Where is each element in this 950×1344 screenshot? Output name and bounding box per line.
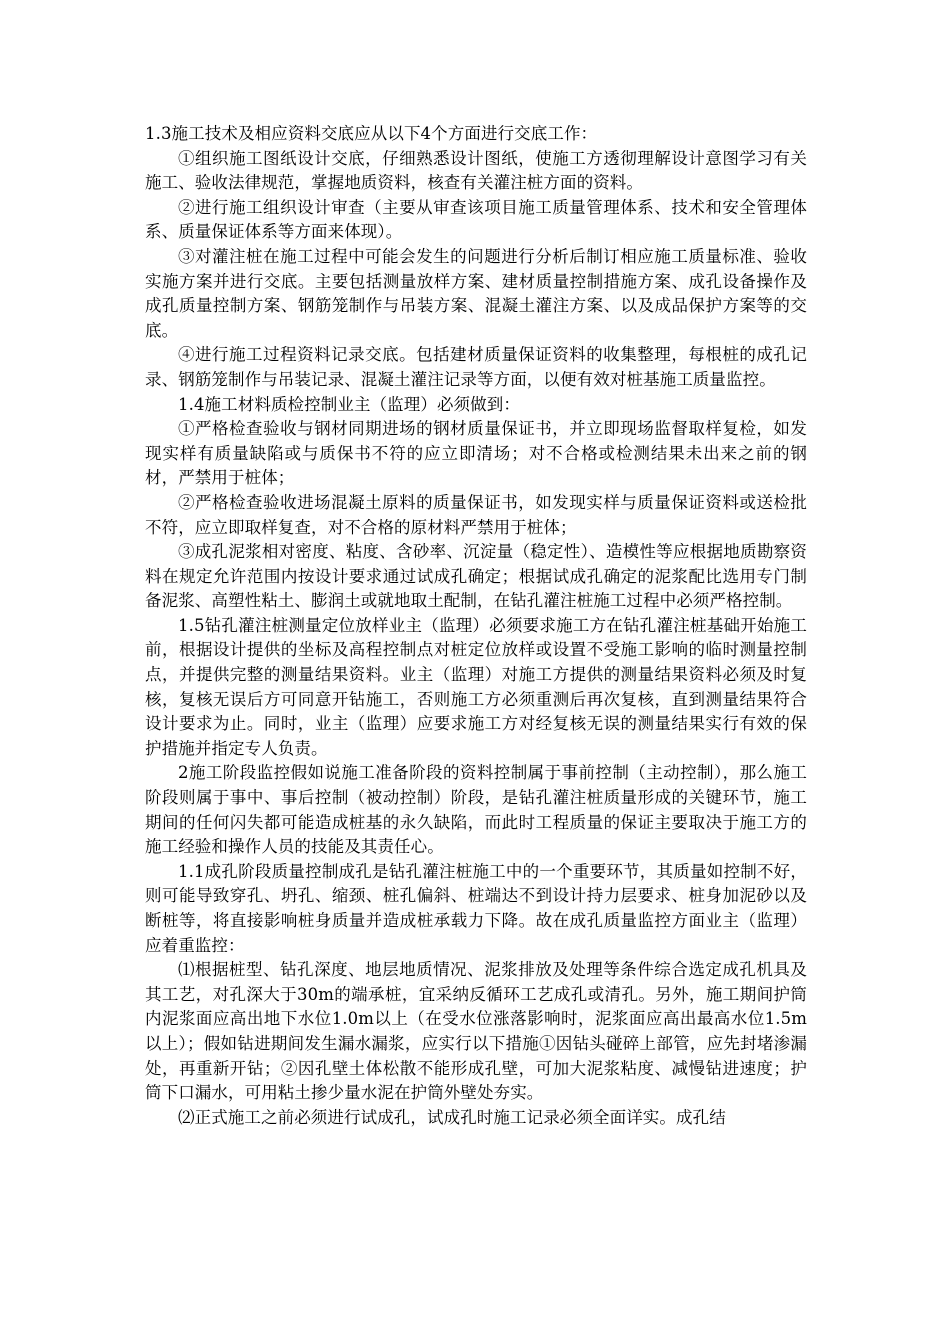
paragraph: ②进行施工组织设计审查（主要从审查该项目施工质量管理体系、技术和安全管理体系、质量保证体系等方面来体现）。 — [145, 197, 807, 242]
paragraph: ③对灌注桩在施工过程中可能会发生的问题进行分析后制订相应施工质量标准、验收实施方案并进行交底。主要包括测量放样方案、建材质量控制措施方案、成孔设备操作及成孔质量控制方案、钢筋笼制作与吊装方案、混凝土灌注方案、以及成品保护方案等的交底。 — [145, 246, 807, 340]
paragraph: ⑴根据桩型、钻孔深度、地层地质情况、泥浆排放及处理等条件综合选定成孔机具及其工艺，对孔深大于30m的端承桩，宜采纳反循环工艺成孔或清孔。另外，施工期间护筒内泥浆面应高出地下水位1.0m以上（在受水位涨落影响时，泥浆面应高出最高水位1.5m以上）；假如钻进期间发生漏水漏浆，应实行以下措施①因钻头碰碎上部管，应先封堵渗漏处，再重新开钻；②因孔壁土体松散不能形成孔壁，可加大泥浆粘度、减慢钻进速度；护筒下口漏水，可用粘土掺少量水泥在护筒外壁处夯实。 — [145, 960, 807, 1103]
section-paragraph-1-5: 1.5钻孔灌注桩测量定位放样业主（监理）必须要求施工方在钻孔灌注桩基础开始施工前，根据设计提供的坐标及高程控制点对桩定位放样或设置不受施工影响的临时测量控制点，并提供完整的测量结果资料。业主（监理）对施工方提供的测量结果资料必须及时复核，复核无误后方可同意开钻施工，否则施工方必须重测后再次复核，直到测量结果符合设计要求为止。同时，业主（监理）应要求施工方对经复核无误的测量结果实行有效的保护措施并指定专人负责。 — [145, 615, 807, 758]
section-paragraph-2: 2施工阶段监控假如说施工准备阶段的资料控制属于事前控制（主动控制），那么施工阶段则属于事中、事后控制（被动控制）阶段，是钻孔灌注桩质量形成的关键环节，施工期间的任何闪失都可能造成桩基的永久缺陷，而此时工程质量的保证主要取决于施工方的施工经验和操作人员的技能及其责任心。 — [145, 763, 807, 857]
document-body — [145, 122, 807, 1130]
paragraph: ③成孔泥浆相对密度、粘度、含砂率、沉淀量（稳定性）、造模性等应根据地质勘察资料在规定允许范围内按设计要求通过试成孔确定；根据试成孔确定的泥浆配比选用专门制备泥浆、高塑性粘土、膨润土或就地取土配制，在钻孔灌注桩施工过程中必须严格控制。 — [145, 542, 807, 611]
paragraph: ②严格检查验收进场混凝土原料的质量保证书，如发现实样与质量保证资料或送检批不符，应立即取样复查，对不合格的原材料严禁用于桩体； — [145, 492, 807, 537]
section-heading-1-4: 1.4施工材料质检控制业主（监理）必须做到： — [178, 394, 520, 414]
section-paragraph-1-1: 1.1成孔阶段质量控制成孔是钻孔灌注桩施工中的一个重要环节，其质量如控制不好，则可能导致穿孔、坍孔、缩颈、桩孔偏斜、桩端达不到设计持力层要求、桩身加泥砂以及断桩等，将直接影响桩身质量并造成桩承载力下降。故在成孔质量监控方面业主（监理）应着重监控： — [145, 861, 807, 955]
paragraph: ①严格检查验收与钢材同期进场的钢材质量保证书，并立即现场监督取样复检，如发现实样有质量缺陷或与质保书不符的应立即清场；对不合格或检测结果未出来之前的钢材，严禁用于桩体； — [145, 419, 807, 488]
paragraph: ④进行施工过程资料记录交底。包括建材质量保证资料的收集整理，每根桩的成孔记录、钢筋笼制作与吊装记录、混凝土灌注记录等方面，以便有效对桩基施工质量监控。 — [145, 345, 807, 389]
paragraph: ①组织施工图纸设计交底，仔细熟悉设计图纸，使施工方透彻理解设计意图学习有关施工、验收法律规范，掌握地质资料，核查有关灌注桩方面的资料。 — [145, 148, 807, 193]
section-heading-1-3: 1.3施工技术及相应资料交底应从以下4个方面进行交底工作： — [145, 124, 598, 143]
paragraph: ⑵正式施工之前必须进行试成孔，试成孔时施工记录必须全面详实。成孔结 — [178, 1107, 726, 1127]
